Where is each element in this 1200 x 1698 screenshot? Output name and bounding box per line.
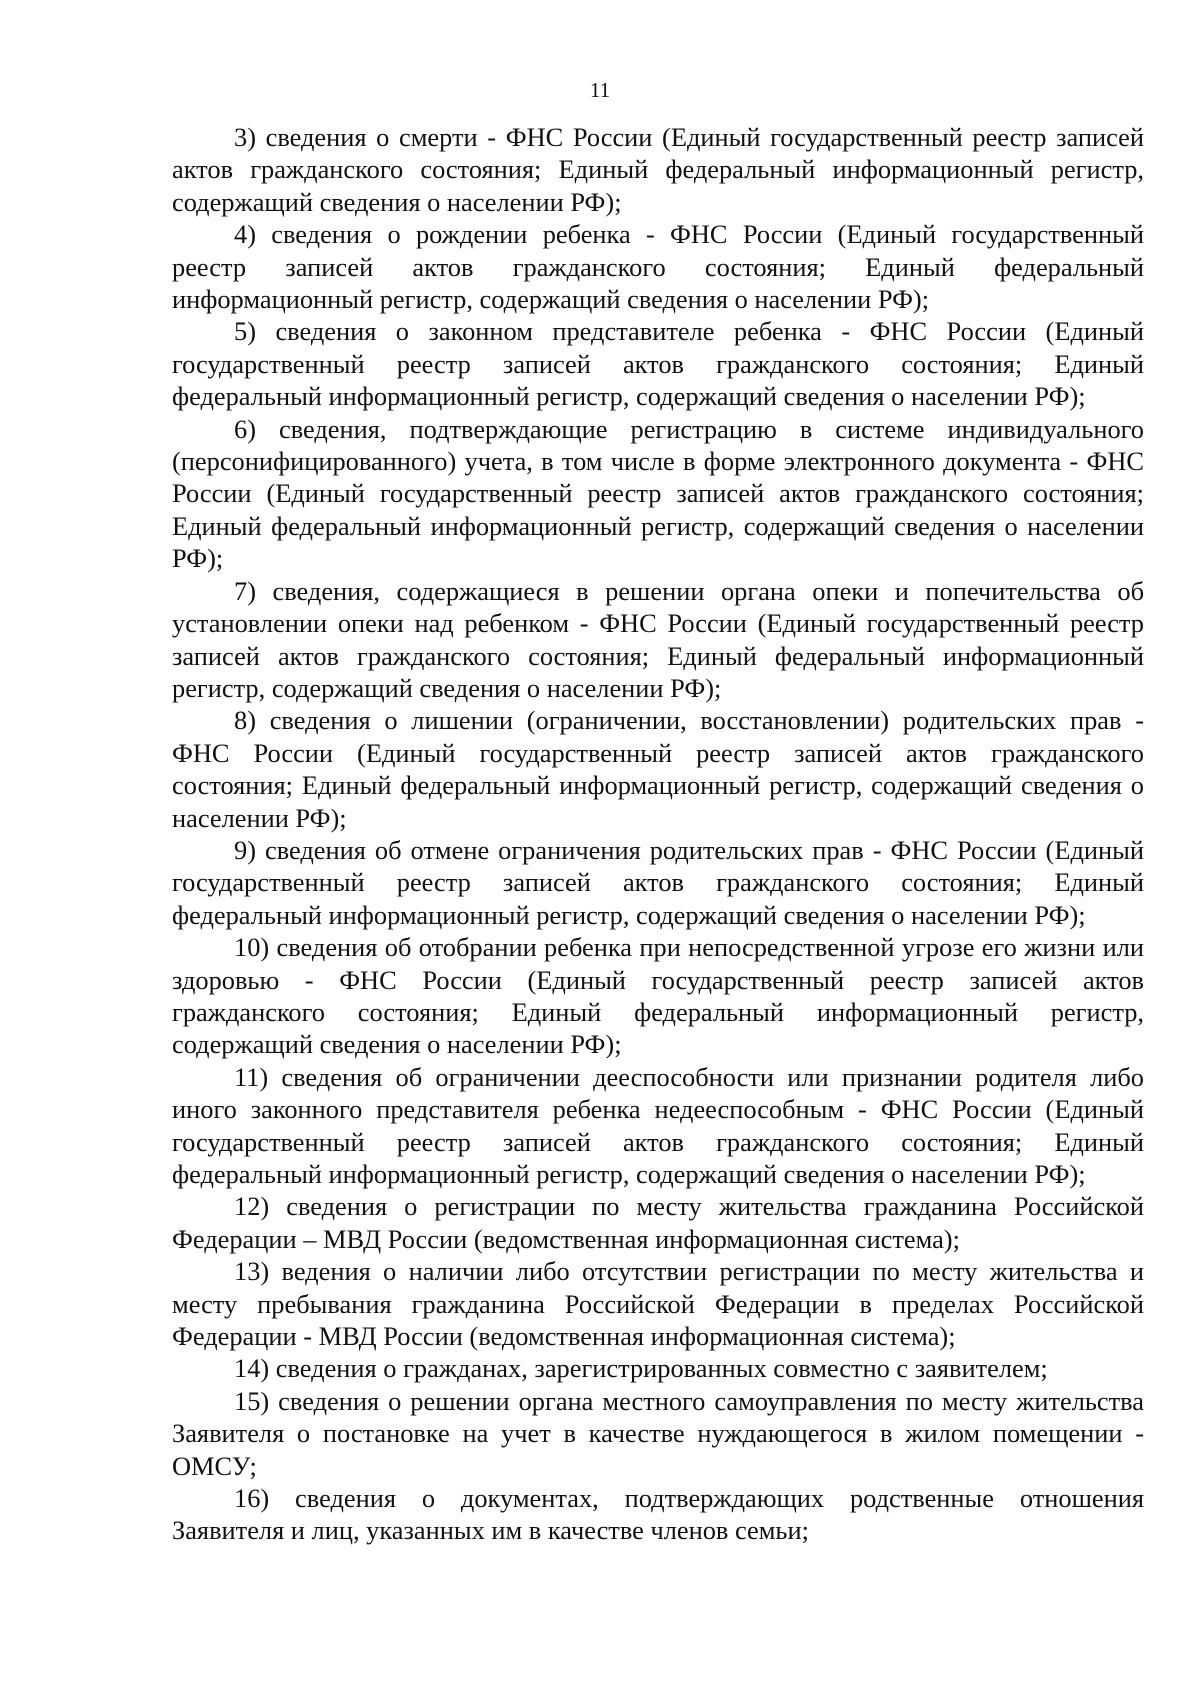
list-item: 15) сведения о решении органа местного самоуправления по месту жительства Заявителя о постановке на учет в качестве нуждающегося в жилом помещении - ОМСУ; [172,1385,1144,1481]
list-item: 14) сведения о гражданах, зарегистрированных совместно с заявителем; [234,1353,1048,1384]
list-item: 8) сведения о лишении (ограничении, восстановлении) родительских прав - ФНС России (Единый государственный реестр записей актов гражданского состояния; Единый федеральный информационный регистр, содержащий сведения о населении РФ); [172,705,1144,833]
document-body [172,121,1144,1547]
page-number: 11 [589,78,611,102]
list-item: 4) сведения о рождении ребенка - ФНС России (Единый государственный реестр записей актов гражданского состояния; Единый федеральный информационный регистр, содержащий сведения о населении РФ); [172,219,1144,315]
list-item: 3) сведения о смерти - ФНС России (Единый государственный реестр записей актов гражданского состояния; Единый федеральный информационный регистр, содержащий сведения о населении РФ); [172,122,1144,217]
list-item: 6) сведения, подтверждающие регистрацию в системе индивидуального (персонифицированного) учета, в том числе в форме электронного документа - ФНС России (Единый государственный реестр записей актов гражданского состояния; Единый федеральный информационный регистр, содержащий сведения о населении РФ); [172,413,1144,574]
list-item: 16) сведения о документах, подтверждающих родственные отношения Заявителя и лиц, указанных им в качестве членов семьи; [172,1483,1144,1546]
list-item: 13) ведения о наличии либо отсутствии регистрации по месту жительства и месту пребывания гражданина Российской Федерации в пределах Российской Федерации - МВД России (ведомственная информационная система); [172,1256,1144,1352]
list-item: 9) сведения об отмене ограничения родительских прав - ФНС России (Единый государственный реестр записей актов гражданского состояния; Единый федеральный информационный регистр, содержащий сведения о населении РФ); [172,834,1144,930]
list-item: 7) сведения, содержащиеся в решении органа опеки и попечительства об установлении опеки над ребенком - ФНС России (Единый государственный реестр записей актов гражданского состояния; Единый федеральный информационный регистр, содержащий сведения о населении РФ); [172,575,1144,703]
list-item: 12) сведения о регистрации по месту жительства гражданина Российской Федерации – МВД России (ведомственная информационная система); [172,1191,1144,1254]
list-item: 5) сведения о законном представителе ребенка - ФНС России (Единый государственный реестр записей актов гражданского состояния; Единый федеральный информационный регистр, содержащий сведения о населении РФ); [172,316,1144,412]
list-item: 10) сведения об отобрании ребенка при непосредственной угрозе его жизни или здоровью - ФНС России (Единый государственный реестр записей актов гражданского состояния; Единый федеральный информационный регистр, содержащий сведения о населении РФ); [172,932,1144,1060]
list-item: 11) сведения об ограничении дееспособности или признании родителя либо иного законного представителя ребенка недееспособным - ФНС России (Единый государственный реестр записей актов гражданского состояния; Единый федеральный информационный регистр, содержащий сведения о населении РФ); [172,1061,1144,1189]
